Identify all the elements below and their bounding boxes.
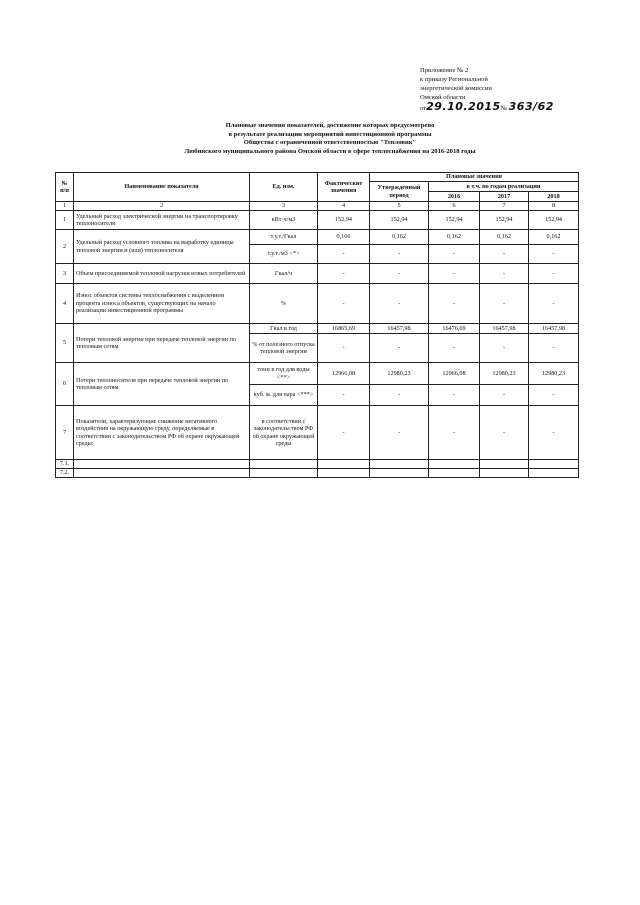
colnum: 6: [429, 202, 480, 211]
empty-cell: [429, 469, 480, 478]
header-2016: 2016: [429, 192, 480, 202]
table-row: [56, 284, 579, 324]
row-unit: тонн в год для воды <**>: [250, 363, 318, 385]
title-line-4: Любинского муниципального района Омской области в сфере теплоснабжения на 2016-2018 годы: [184, 147, 476, 155]
row-name: Износ объектов системы теплоснабжения с выделением процента износа объектов, существующих на начало реализации инвестиционной программы: [74, 284, 250, 324]
annex-line-4: Омской области: [420, 94, 466, 101]
row-unit: куб. м. для пара <***>: [250, 385, 318, 406]
row-unit: т.у.т./Гкал: [250, 230, 318, 245]
cell-value: -: [318, 284, 370, 324]
cell-value: -: [480, 385, 529, 406]
cell-value: -: [318, 334, 370, 363]
cell-value: 152,94: [318, 211, 370, 230]
row-unit: т.у.т./м3 <*>: [250, 245, 318, 264]
cell-value: -: [529, 245, 579, 264]
cell-value: 12980,23: [529, 363, 579, 385]
cell-value: -: [529, 385, 579, 406]
row-name: Удельный расход электрической энергии на транспортировку теплоносителя: [74, 211, 250, 230]
table-row: [56, 324, 579, 334]
cell-value: 0,162: [480, 230, 529, 245]
cell-value: -: [370, 264, 429, 284]
annex-line-1: Приложение № 2: [420, 67, 469, 74]
cell-value: -: [429, 284, 480, 324]
empty-cell: [429, 460, 480, 469]
row-num: 7.2.: [56, 469, 74, 478]
number-prefix: №: [500, 105, 507, 112]
cell-value: -: [480, 334, 529, 363]
table-row: [56, 363, 579, 385]
row-num: 4: [56, 284, 74, 324]
row-num: 2: [56, 230, 74, 264]
document-title: [60, 122, 600, 156]
row-num: 3: [56, 264, 74, 284]
cell-value: 0,166: [318, 230, 370, 245]
colnum: 5: [370, 202, 429, 211]
cell-value: -: [318, 385, 370, 406]
cell-value: -: [370, 245, 429, 264]
annex-block: [420, 66, 554, 113]
row-name: Удельный расход условного топлива на выработку единицы тепловой энергии и (или) теплоносителя: [74, 230, 250, 264]
empty-cell: [318, 469, 370, 478]
empty-cell: [318, 460, 370, 469]
handwritten-date: 29.10.2015: [426, 100, 501, 113]
empty-cell: [529, 460, 579, 469]
row-unit: кВт·ч/м3: [250, 211, 318, 230]
cell-value: -: [429, 406, 480, 460]
cell-value: 16865,69: [318, 324, 370, 334]
header-name: Наименование показателя: [74, 173, 250, 202]
cell-value: 152,94: [429, 211, 480, 230]
cell-value: -: [529, 284, 579, 324]
row-unit: % от полезного отпуска тепловой энергии: [250, 334, 318, 363]
colnum: 4: [318, 202, 370, 211]
cell-value: -: [480, 245, 529, 264]
date-prefix: от: [420, 105, 427, 112]
handwritten-number: 363/62: [508, 100, 554, 113]
annex-line-3: энергетической комиссии: [420, 85, 492, 92]
row-num: 5: [56, 324, 74, 363]
cell-value: 16457,98: [480, 324, 529, 334]
row-num: 7.1.: [56, 460, 74, 469]
cell-value: -: [480, 284, 529, 324]
colnum: 3: [250, 202, 318, 211]
table-row: [56, 460, 579, 469]
empty-cell: [370, 460, 429, 469]
cell-value: 0,162: [429, 230, 480, 245]
column-numbers-row: [56, 202, 579, 211]
cell-value: -: [318, 245, 370, 264]
row-unit: Гкал/ч: [250, 264, 318, 284]
cell-value: 12980,23: [370, 363, 429, 385]
title-line-1: Плановые значения показателей, достижение которых предусмотрено: [225, 122, 435, 129]
colnum: 1: [56, 202, 74, 211]
cell-value: -: [529, 334, 579, 363]
table-row: [56, 264, 579, 284]
colnum: 8: [529, 202, 579, 211]
colnum: 7: [480, 202, 529, 211]
cell-value: -: [429, 334, 480, 363]
row-name: Показатели, характеризующие снижение негативного воздействия на окружающую среду, определяемые в соответствии с законодательством РФ об охране окружающей среды:: [74, 406, 250, 460]
cell-value: -: [370, 334, 429, 363]
cell-value: -: [429, 264, 480, 284]
cell-value: 16476,69: [429, 324, 480, 334]
colnum: 2: [74, 202, 250, 211]
empty-cell: [480, 469, 529, 478]
annex-line-2: к приказу Региональной: [420, 76, 488, 83]
table-row: [56, 211, 579, 230]
cell-value: -: [370, 406, 429, 460]
cell-value: -: [480, 406, 529, 460]
cell-value: -: [318, 406, 370, 460]
cell-value: -: [370, 385, 429, 406]
row-name: Объем присоединяемой тепловой нагрузки новых потребителей: [74, 264, 250, 284]
title-line-2: в результате реализации мероприятий инвестиционной программы: [228, 130, 432, 138]
empty-cell: [480, 460, 529, 469]
cell-value: -: [318, 264, 370, 284]
row-unit: в соответствии с законодательством РФ об охране окружающей среды: [250, 406, 318, 460]
header-approved: Утвержденный период: [370, 182, 429, 202]
cell-value: -: [529, 406, 579, 460]
empty-cell: [529, 469, 579, 478]
title-line-3: Общества с ограниченной ответственностью "Тепловик": [243, 139, 417, 147]
annex-date-line: [420, 102, 554, 113]
row-unit: %: [250, 284, 318, 324]
cell-value: 16457,98: [370, 324, 429, 334]
table-row: [56, 469, 579, 478]
cell-value: -: [429, 385, 480, 406]
empty-cell: [370, 469, 429, 478]
cell-value: 152,94: [529, 211, 579, 230]
header-2017: 2017: [480, 192, 529, 202]
cell-value: 12966,08: [429, 363, 480, 385]
cell-value: 152,94: [480, 211, 529, 230]
empty-cell: [250, 469, 318, 478]
cell-value: -: [480, 264, 529, 284]
cell-value: -: [429, 245, 480, 264]
cell-value: 152,94: [370, 211, 429, 230]
row-num: 7: [56, 406, 74, 460]
empty-cell: [250, 460, 318, 469]
cell-value: 0,162: [370, 230, 429, 245]
header-2018: 2018: [529, 192, 579, 202]
header-planned: Плановые значения: [370, 173, 579, 182]
cell-value: 16457,98: [529, 324, 579, 334]
row-num: 1: [56, 211, 74, 230]
indicators-table: [55, 172, 579, 478]
header-unit: Ед. изм.: [250, 173, 318, 202]
table-row: [56, 230, 579, 245]
row-unit: Гкал в год: [250, 324, 318, 334]
header-num: № п/п: [56, 173, 74, 202]
header-actual: Фактические значения: [318, 173, 370, 202]
header-by-year: в т.ч. по годам реализации: [429, 182, 579, 192]
row-name: Потери теплоносителя при передаче тепловой энергии по тепловым сетям: [74, 363, 250, 406]
row-name: Потери тепловой энергии при передаче тепловой энергии по тепловым сетям: [74, 324, 250, 363]
table-row: [56, 406, 579, 460]
cell-value: 12966,08: [318, 363, 370, 385]
cell-value: -: [370, 284, 429, 324]
empty-cell: [74, 460, 250, 469]
cell-value: -: [529, 264, 579, 284]
empty-cell: [74, 469, 250, 478]
cell-value: 0,162: [529, 230, 579, 245]
cell-value: 12980,23: [480, 363, 529, 385]
row-num: 6: [56, 363, 74, 406]
